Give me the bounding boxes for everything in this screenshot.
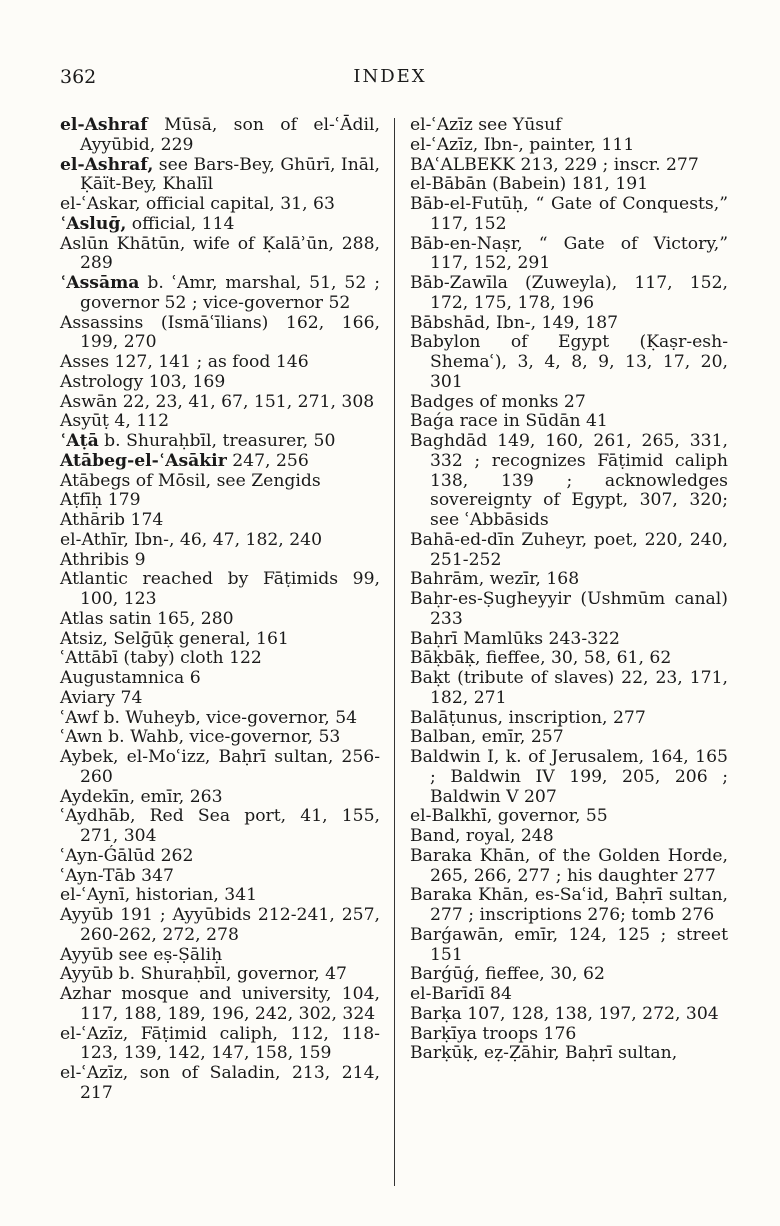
index-entry [60,1064,380,1104]
index-entry-text: b. Shuraḥbīl, treasurer, 50 [98,431,336,451]
index-entry [60,709,380,729]
index-entry-text: Baldwin I, k. of Jerusalem, 164, 165 ; Baldwin IV 199, 205, 206 ; Baldwin V 207 [410,747,728,807]
index-entry [410,709,728,729]
index-entry-text: ʿAyn-Ǵālūd 262 [60,845,194,866]
index-entry [60,215,380,235]
column-divider [394,118,395,1186]
index-entry-head: el-Ashraf, [60,154,154,175]
index-entry-text: Barǵūǵ, fieffee, 30, 62 [410,964,605,985]
index-entry [410,412,728,432]
index-entry-text: Band, royal, 248 [410,826,554,846]
index-entry-text: Barǵawān, emīr, 124, 125 ; street 151 [410,924,728,965]
index-entry-text: Azhar mosque and university, 104, 117, 188, 189, 196, 242, 302, 324 [60,984,380,1024]
index-entry [60,314,380,354]
index-entry-text: ʿAwf b. Wuheyb, vice-governor, 54 [60,707,358,728]
index-entry-text: Baḥr-es-Ṣugheyyir (Ushmūm canal) 233 [410,589,728,629]
index-entry-text: Augustamnica 6 [60,668,201,688]
index-entry [60,531,380,551]
index-entry [60,748,380,788]
index-entry-text: el-ʿAzīz, Fāṭimid caliph, 112, 118-123, 139, 142, 147, 158, 159 [60,1023,380,1064]
index-entry-text: Baǵa race in Sūdān 41 [410,411,608,432]
index-entry [410,669,728,709]
index-entry [60,886,380,906]
index-entry [410,728,728,748]
index-entry [410,531,728,571]
index-entry-text: el-Barīdī 84 [410,984,512,1004]
index-column-right [410,116,728,1064]
index-entry-text: Bāb-Zawīla (Zuweyla), 117, 152, 172, 175, 178, 196 [410,273,728,313]
index-entry [410,432,728,531]
index-entry [60,393,380,413]
index-entry-text: b. ʿAmr, marshal, 51, 52 ; governor 52 ; vice-governor 52 [80,273,380,313]
index-entry [60,472,380,492]
index-entry [60,946,380,966]
index-entry-text: Balban, emīr, 257 [410,727,564,748]
index-entry-text: Baraka Khān, of the Golden Horde, 265, 266, 277 ; his daughter 277 [410,845,728,886]
index-entry-text: Ayyūb see eṣ-Ṣāliḥ [60,944,223,965]
index-entry [410,827,728,847]
index-entry [60,570,380,610]
page-header [0,66,780,96]
index-entry-text: see Bars-Bey, Ghūrī, Ināl, Ḳāït-Bey, Khalīl [80,154,380,195]
index-entry [410,1005,728,1025]
index-entry-text: Ayyūb b. Shuraḥbīl, governor, 47 [60,964,347,985]
index-entry [410,570,728,590]
index-entry [60,373,380,393]
index-entry-text: Athārib 174 [60,510,164,530]
index-entry-text: Ayyūb 191 ; Ayyūbids 212-241, 257, 260-262, 272, 278 [60,905,380,945]
index-entry-text: el-ʿAzīz see Yūsuf [410,115,562,135]
index-entry [60,867,380,887]
index-entry [60,965,380,985]
index-entry [410,116,728,136]
index-entry-text: Athribis 9 [60,549,146,570]
index-entry-text: Barḳa 107, 128, 138, 197, 272, 304 [410,1003,719,1024]
index-entry-text: el-Bābān (Babein) 181, 191 [410,174,649,195]
index-entry-text: Bāb-el-Futūḥ, “ Gate of Conquests,” 117, 152 [410,194,728,234]
index-entry-text: ʿAydhāb, Red Sea port, 41, 155, 271, 304 [60,806,380,846]
index-entry [60,432,380,452]
index-entry [60,906,380,946]
index-entry-text: Atlas satin 165, 280 [60,608,234,629]
index-entry-text: el-Balkhī, governor, 55 [410,806,608,827]
index-entry [410,393,728,413]
index-entry-text: el-ʿAynī, historian, 341 [60,885,258,906]
index-entry [410,136,728,156]
index-entry-text: Baḳt (tribute of slaves) 22, 23, 171, 182, 271 [410,668,728,708]
index-entry [410,235,728,275]
index-entry-text: Baraka Khān, es-Saʿid, Baḥrī sultan, 277 ; inscriptions 276; tomb 276 [410,885,728,925]
index-entry-text: Barḳīya troops 176 [410,1023,577,1044]
page-number: 362 [60,66,97,88]
index-entry [410,1044,728,1064]
running-head: INDEX [353,66,427,87]
index-entry-text: Atlantic reached by Fāṭimids 99, 100, 123 [60,569,380,609]
index-entry [60,156,380,196]
index-entry [60,452,380,472]
index-entry-text: el-ʿAzīz, son of Saladin, 213, 214, 217 [60,1063,380,1103]
index-entry [60,195,380,215]
index-entry-text: Bāḳbāḳ, fieffee, 30, 58, 61, 62 [410,648,672,669]
index-entry-text: el-ʿAzīz, Ibn-, painter, 111 [410,134,635,155]
index-entry [410,630,728,650]
index-entry [60,511,380,531]
index-entry-text: Aviary 74 [60,687,143,708]
index-entry [60,649,380,669]
index-entry [410,333,728,392]
index-entry-text: official, 114 [126,213,235,234]
index-entry [410,590,728,630]
index-entry [410,274,728,314]
index-entry-head: Atābeg-el-ʿAsākir [60,450,227,471]
index-entry-text: Mūsā, son of el-ʿĀdil, Ayyūbid, 229 [80,115,380,155]
index-entry [60,551,380,571]
index-entry-text: Aswān 22, 23, 41, 67, 151, 271, 308 [60,391,375,412]
index-entry [410,807,728,827]
index-entry [410,175,728,195]
index-entry-text: Barḳūḳ, eẓ-Ẓāhir, Baḥrī sultan, [410,1043,678,1064]
index-entry [60,116,380,156]
index-entry-head: ʿAsluḡ, [60,213,127,234]
index-entry [410,195,728,235]
index-entry-text: Aybek, el-Moʿizz, Baḥrī sultan, 256-260 [60,747,380,787]
index-entry [60,985,380,1025]
index-entry [60,669,380,689]
index-entry-text: ʿAyn-Tāb 347 [60,865,174,886]
index-entry [60,353,380,373]
index-entry [60,689,380,709]
index-entry-text: Baghdād 149, 160, 261, 265, 331, 332 ; recognizes Fāṭimid caliph 138, 139 ; acknowledges sovereignty of Egypt, 307, 320; see ʿAbbāsids [410,431,728,530]
index-entry [410,156,728,176]
index-entry-text: Balāṭunus, inscription, 277 [410,707,646,728]
index-entry [410,314,728,334]
index-entry [410,985,728,1005]
index-entry-text: Baḥrī Mamlūks 243-322 [410,628,620,649]
index-entry-text: ʿAwn b. Wahb, vice-governor, 53 [60,727,341,748]
index-entry-text: Bahā-ed-dīn Zuheyr, poet, 220, 240, 251-252 [410,529,728,570]
index-entry-text: Babylon of Egypt (Ḳaṣr-esh-Shemaʿ), 3, 4, 8, 9, 13, 17, 20, 301 [410,332,728,392]
index-entry-text: Bāb-en-Naṣr, “ Gate of Victory,” 117, 152, 291 [410,233,728,274]
index-entry [60,807,380,847]
index-entry-text: Aydekīn, emīr, 263 [60,786,223,807]
index-entry-text: Bahrām, wezīr, 168 [410,569,580,590]
index-entry [60,630,380,650]
index-entry-head: ʿAssāma [60,273,140,293]
index-entry [60,788,380,808]
index-entry-text: 247, 256 [226,450,309,471]
index-entry-head: ʿAṭā [60,431,99,451]
index-entry-text: BAʿALBEKK 213, 229 ; inscr. 277 [410,154,699,175]
index-entry-text: Aslūn Khātūn, wife of Ḳalāʾūn, 288, 289 [60,233,380,274]
index-entry-text: el-Athīr, Ibn-, 46, 47, 182, 240 [60,529,323,550]
index-entry [60,1025,380,1065]
index-entry-text: Bābshād, Ibn-, 149, 187 [410,312,619,333]
index-entry [410,886,728,926]
index-entry-text: Asses 127, 141 ; as food 146 [60,352,309,372]
index-entry [410,649,728,669]
index-entry [60,728,380,748]
index-entry-text: Atsiz, Selḡūḳ general, 161 [60,628,289,649]
index-entry [60,412,380,432]
index-entry [410,965,728,985]
index-column-left [60,116,380,1104]
index-entry [60,610,380,630]
index-entry-head: el-Ashraf [60,115,148,135]
index-entry-text: ʿAttābī (taby) cloth 122 [60,648,262,669]
index-entry [410,926,728,966]
index-entry [410,748,728,807]
index-entry-text: Atābegs of Mōsil, see Zengids [60,470,321,491]
index-entry-text: Assassins (Ismāʿīlians) 162, 166, 199, 270 [60,312,380,353]
index-entry [410,847,728,887]
index-entry [60,847,380,867]
index-entry [60,235,380,275]
index-entry-text: el-ʿAskar, official capital, 31, 63 [60,194,335,214]
index-entry [60,274,380,314]
index-entry-text: Badges of monks 27 [410,391,586,412]
index-entry [410,1025,728,1045]
index-entry [60,491,380,511]
index-entry-text: Aṭfīḥ 179 [60,490,141,511]
index-entry-text: Asyūṭ 4, 112 [60,411,170,432]
index-entry-text: Astrology 103, 169 [60,371,226,392]
